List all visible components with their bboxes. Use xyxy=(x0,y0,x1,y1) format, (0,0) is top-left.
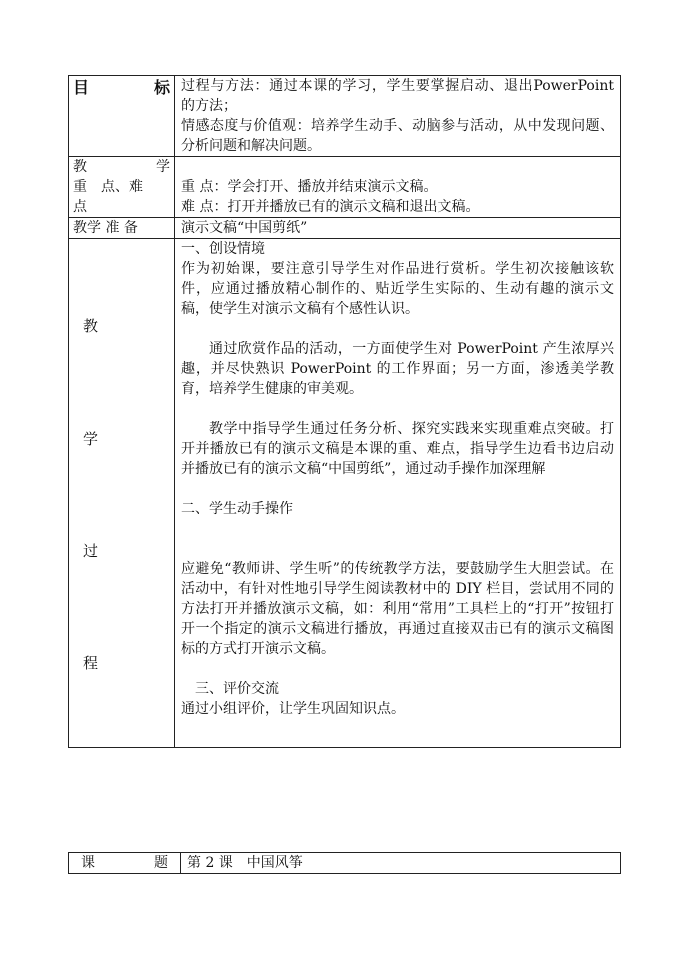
keypoints-label-line-3: 点 xyxy=(73,199,87,215)
lesson-title-row xyxy=(69,853,621,874)
keypoints-content xyxy=(175,157,621,218)
prep-label: 教学 准 备 xyxy=(69,218,175,239)
lesson-plan-table xyxy=(68,75,621,748)
goal-label-char-b: 标 xyxy=(153,78,170,97)
section-3-title: 三、评价交流 xyxy=(195,681,279,697)
goal-line-1: 过程与方法：通过本课的学习，学生要掌握启动、退出PowerPoint 的方法； xyxy=(181,78,614,114)
section-2-paragraph-1: 应避免“教师讲、学生听”的传统教学方法，要鼓励学生大胆尝试。在活动中，有针对性地引导学生阅读教材中的 DIY 栏目，尝试用不同的方法打开并播放演示文稿，如：利用“常用”工具栏上的“打开”按钮打开一个指定的演示文稿进行播放，再通过直接双击已有的演示文稿图标的方式打开演示文稿。 xyxy=(181,561,614,657)
keypoints-label-char-b: 学 xyxy=(156,159,170,175)
lesson-title-table xyxy=(68,852,621,874)
goal-line-2: 情感态度与价值观：培养学生动手、动脑参与活动，从中发现问题、分析问题和解决问题。 xyxy=(181,118,614,154)
lesson-title-value: 第 2 课 中国风筝 xyxy=(181,853,621,874)
goal-label-char-a: 目 xyxy=(73,78,90,97)
section-3-paragraph-1: 通过小组评价，让学生巩固知识点。 xyxy=(181,701,405,717)
section-1-paragraph-2: 通过欣赏作品的活动，一方面使学生对 PowerPoint 产生浓厚兴趣，并尽快熟识 PowerPoint 的工作界面；另一方面，渗透美学教育，培养学生健康的审美观。 xyxy=(181,341,614,397)
lesson-label-cell xyxy=(69,853,181,874)
process-label-char-4: 程 xyxy=(83,654,99,672)
keypoints-label-line-2: 重 点、难 xyxy=(73,179,143,195)
process-label-char-1: 教 xyxy=(83,317,99,335)
keypoints-label-char-a: 教 xyxy=(73,159,87,175)
prep-value: 演示文稿“中国剪纸” xyxy=(175,218,621,239)
process-content xyxy=(175,239,621,748)
keypoints-row xyxy=(69,157,621,218)
lesson-label-char-b: 题 xyxy=(154,855,168,871)
process-label xyxy=(73,239,170,747)
process-row xyxy=(69,239,621,748)
goal-label-cell xyxy=(69,76,175,157)
lesson-label-char-a: 课 xyxy=(81,855,95,871)
process-label-char-3: 过 xyxy=(83,542,99,560)
difficult-point: 难 点：打开并播放已有的演示文稿和退出文稿。 xyxy=(181,199,480,215)
keypoints-label-cell xyxy=(69,157,175,218)
goal-row xyxy=(69,76,621,157)
goal-label xyxy=(73,76,170,100)
section-1-paragraph-1: 作为初始课，要注意引导学生对作品进行赏析。学生初次接触该软件，应通过播放精心制作的、贴近学生实际的、生动有趣的演示文稿，使学生对演示文稿有个感性认识。 xyxy=(181,261,614,317)
section-1-paragraph-3: 教学中指导学生通过任务分析、探究实践来实现重难点突破。打开并播放已有的演示文稿是本课的重、难点，指导学生边看书边启动并播放已有的演示文稿“中国剪纸”，通过动手操作加深理解 xyxy=(181,421,614,477)
process-label-cell xyxy=(69,239,175,748)
keypoints-label xyxy=(73,157,170,217)
goal-content xyxy=(175,76,621,157)
key-point: 重 点：学会打开、播放并结束演示文稿。 xyxy=(181,179,438,195)
section-1-title: 一、创设情境 xyxy=(181,241,265,257)
process-label-char-2: 学 xyxy=(83,430,99,448)
prep-row xyxy=(69,218,621,239)
section-2-title: 二、学生动手操作 xyxy=(181,501,293,517)
